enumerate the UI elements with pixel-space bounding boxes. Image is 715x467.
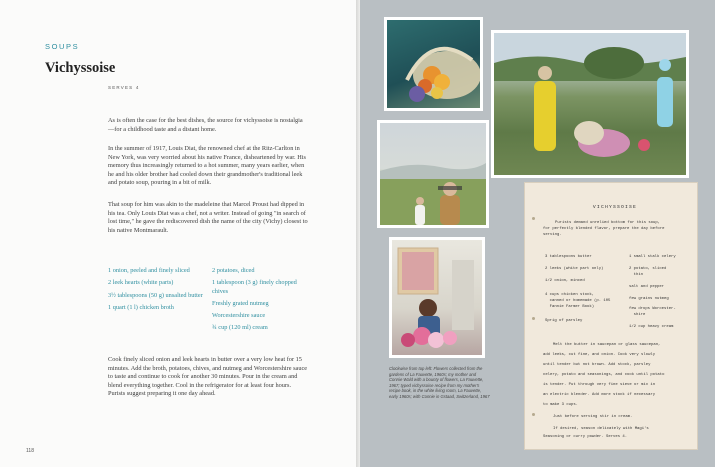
paragraph-1: As is often the case for the best dishes, the source for vichyssoise is nostalgia—for a childhood taste and a distant home. bbox=[108, 117, 303, 133]
paragraph-2: In the summer of 1917, Louis Diat, the renowned chef at the Ritz-Carlton in New York, was very worried about his native France, disheartened by war. His memory thus increasingly returned to a hot summer, many years earlier, when he and his older brother had cooled down their grandmother's traditional leek and potato soup, pouring in a bit of milk. bbox=[108, 145, 306, 187]
card-intro-line: Purists demand unrelied bottom for this soup, bbox=[555, 221, 661, 225]
ingredient: 2 leek hearts (white parts) bbox=[108, 279, 174, 287]
ingredient: Worcestershire sauce bbox=[212, 312, 266, 320]
ingredients-column-1 bbox=[108, 267, 203, 316]
card-ingredient: shire bbox=[629, 313, 646, 317]
ingredient: 2 potatoes, diced bbox=[212, 267, 255, 274]
photo-flower-basket bbox=[384, 17, 483, 111]
card-method-line: Just before serving stir in cream. bbox=[553, 415, 633, 419]
card-ingredient: canned or homemade (p. 105 bbox=[545, 299, 611, 303]
recipe-card bbox=[525, 183, 697, 449]
ingredient: 3½ tablespoons (50 g) unsalted butter bbox=[108, 291, 203, 299]
card-method-line: Melt the butter in saucepan or glass saucepan, bbox=[553, 343, 661, 347]
card-ingredient: 4 cups chicken stock, bbox=[545, 293, 595, 297]
card-method-line: until tender but not brown. Add stock, parsley bbox=[543, 363, 651, 367]
paragraph-3: That soup for him was akin to the madeleine that Marcel Proust had dipped in his tea. Only Louis Diat was a chef, not a writer. Instead of going "in search of lost time," he gave the rediscovered dish the name of the city (Vichy) closest to his native Montmarault. bbox=[108, 201, 308, 234]
ingredient: 1 quart (1 l) chicken broth bbox=[108, 303, 174, 311]
ingredient: Freshly grated nutmeg bbox=[212, 299, 269, 307]
card-intro-line: serving. bbox=[543, 233, 562, 237]
card-ingredient: 2 leeks (white part only) bbox=[545, 267, 604, 271]
left-page bbox=[0, 0, 356, 467]
section-label: SOUPS bbox=[45, 42, 80, 51]
photo-meadow bbox=[377, 120, 489, 228]
card-intro-line: for perfectly blended flavor, prepare the day before bbox=[543, 227, 665, 231]
flower-basket-image bbox=[387, 20, 480, 108]
photo-caption: Clockwise from top left: Flowers collected from the gardens of La Fauvette, 1960s; my mother and Connie Wald with a bounty of flowers, La Fauvette, 1967; typed vichyssoise recipe from my mother's recipe book, in the white living room, La Fauvette, early 1960s; with Connie in Gstaad, Switzerland, 1967 bbox=[389, 366, 490, 399]
method-paragraph bbox=[108, 356, 308, 399]
recipe-title: Vichyssoise bbox=[45, 60, 116, 76]
card-ingredient: Fannie Farmer Book) bbox=[545, 305, 595, 309]
ingredient: 1 tablespoon (3 g) finely chopped chives bbox=[212, 279, 297, 295]
serves-label: SERVES 4 bbox=[108, 85, 140, 90]
meadow-image bbox=[380, 123, 486, 225]
card-title: VICHYSSOISE bbox=[592, 205, 638, 210]
proust-paragraph bbox=[108, 201, 308, 235]
card-ingredient: few grains nutmeg bbox=[629, 297, 669, 301]
photo-garden-women bbox=[491, 30, 689, 178]
card-method-line: celery, potato and seasonings, and cook until potato bbox=[543, 373, 665, 377]
ingredient: 1 onion, peeled and finely sliced bbox=[108, 267, 190, 274]
living-room-image bbox=[392, 240, 482, 355]
card-method-line: add leeks, cut fine, and onion. Cook very slowly bbox=[543, 353, 656, 357]
photo-living-room bbox=[389, 237, 485, 358]
page-number: 118 bbox=[26, 448, 34, 454]
card-ingredient: 1/2 onion, minced bbox=[545, 279, 585, 283]
garden-women-image bbox=[494, 33, 686, 175]
ingredient: ¾ cup (120 ml) cream bbox=[212, 324, 268, 332]
card-ingredient: 2 potato, sliced bbox=[629, 267, 667, 271]
card-method-line: an electric blender. Add more stock if necessary bbox=[543, 393, 656, 397]
intro-paragraph bbox=[108, 117, 308, 134]
card-method-line: If desired, season delicately with Magi's bbox=[553, 427, 649, 431]
card-method-line: Seasoning or curry powder. Serves 4. bbox=[543, 435, 628, 439]
card-ingredient: few drops Worcester- bbox=[629, 307, 676, 311]
card-method-line: is tender. Put through very fine sieve or mix in bbox=[543, 383, 656, 387]
history-paragraph bbox=[108, 145, 308, 188]
card-ingredient: 1/2 cup heavy cream bbox=[629, 325, 674, 329]
ingredients-column-2 bbox=[212, 267, 307, 337]
card-punch-holes bbox=[532, 217, 535, 417]
card-ingredient: Sprig of parsley bbox=[545, 319, 583, 323]
card-method-line: to make 3 cups. bbox=[543, 403, 579, 407]
card-ingredient: 1 small stalk celery bbox=[629, 255, 676, 259]
method-text: Cook finely sliced onion and leek hearts in butter over a very low heat for 15 minutes. Add the broth, potatoes, chives, and nutmeg and Worcestershire sauce to taste and continue to cook for another 30 minutes. Pour in the cream and blend everything together. Cool in the refrigerator for at least four hours. Purists suggest preparing it one day ahead. bbox=[108, 356, 308, 398]
card-ingredient: thin bbox=[629, 273, 644, 277]
card-ingredient: salt and pepper bbox=[629, 285, 665, 289]
card-ingredient: 3 tablespoons butter bbox=[545, 255, 592, 259]
